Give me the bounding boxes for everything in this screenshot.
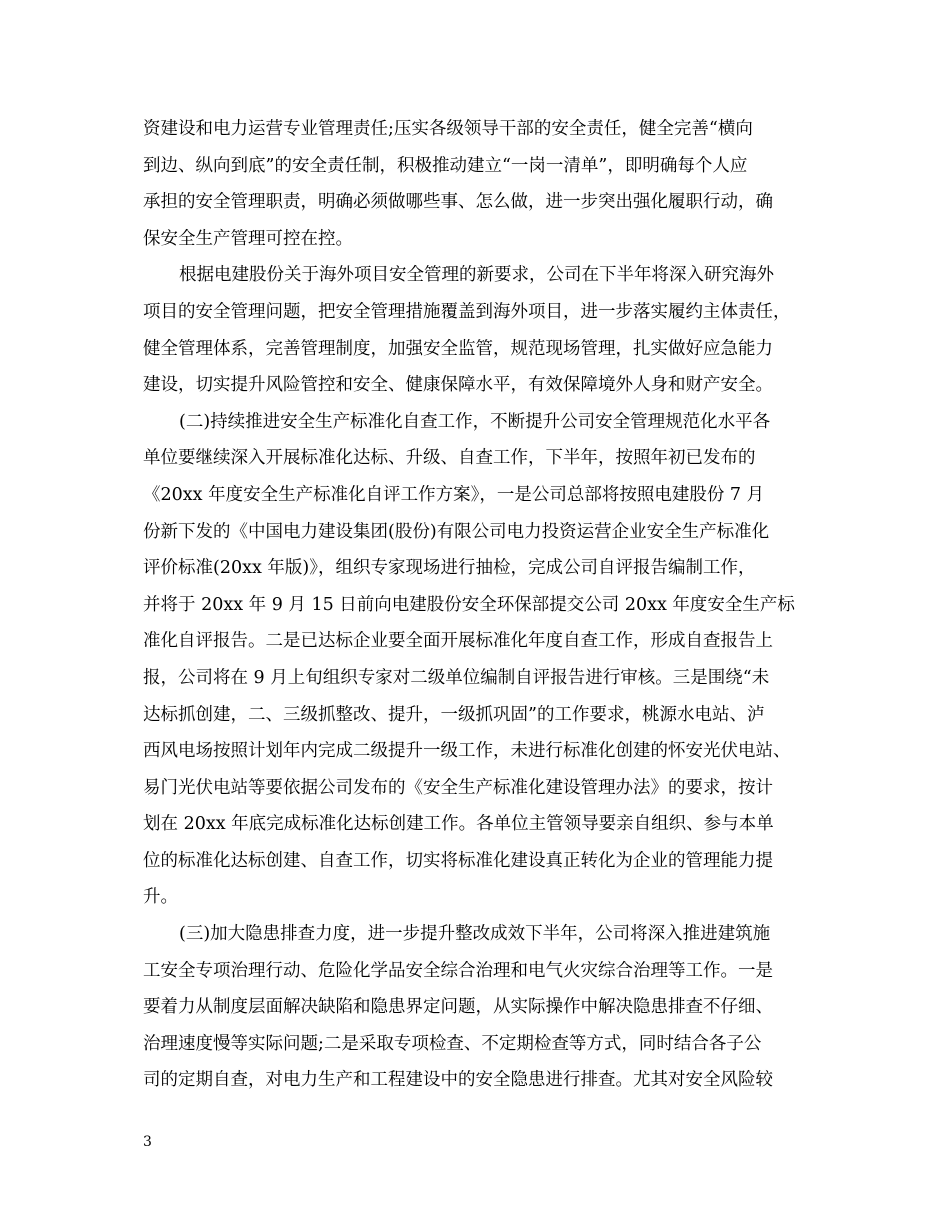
text-line: 保安全生产管理可控在控。 [143,228,353,249]
text-line: 位的标准化达标创建、自查工作，切实将标准化建设真正转化为企业的管理能力提 [143,850,773,871]
text-line: 资建设和电力运营专业管理责任;压实各级领导干部的安全责任，健全完善“横向 [143,119,753,139]
paragraph-first-line: 根据电建股份关于海外项目安全管理的新要求，公司在下半年将深入研究海外 [179,265,774,286]
text-line: 承担的安全管理职责，明确必须做哪些事、怎么做，进一步突出强化履职行动，确 [143,192,773,213]
text-line: 份新下发的《中国电力建设集团(股份)有限公司电力投资运营企业安全生产标准化 [143,521,770,542]
text-line: 治理速度慢等实际问题;二是采取专项检查、不定期检查等方式，同时结合各子公 [143,1033,762,1054]
text-line: 并将于 20xx 年 9 月 15 日前向电建股份安全环保部提交公司 20xx 年度安全生产标 [143,594,795,615]
page-number: 3 [143,1134,152,1150]
text-line: 健全管理体系，完善管理制度，加强安全监管，规范现场管理，扎实做好应急能力 [143,338,773,359]
text-line: 升。 [143,887,178,908]
paragraph-first-line: (三)加大隐患排查力度，进一步提升整改成效下半年，公司将深入推进建筑施 [179,924,771,945]
text-line: 达标抓创建，二、三级抓整改、提升，一级抓巩固”的工作要求，桃源水电站、泸 [143,704,765,725]
text-line: 《20xx 年度安全生产标准化自评工作方案》，一是公司总部将按照电建股份 7 月 [143,484,765,505]
text-line: 工安全专项治理行动、危险化学品安全综合治理和电气火灾综合治理等工作。一是 [143,960,773,981]
text-line: 到边、纵向到底”的安全责任制，积极推动建立“一岗一清单”，即明确每个人应 [143,155,748,176]
text-line: 准化自评报告。二是已达标企业要全面开展标准化年度自查工作，形成自查报告上 [143,631,773,652]
paragraph-first-line: (二)持续推进安全生产标准化自查工作，不断提升公司安全管理规范化水平各 [179,411,771,432]
text-line: 要着力从制度层面解决缺陷和隐患界定问题，从实际操作中解决隐患排查不仔细、 [143,997,773,1018]
text-line: 建设，切实提升风险管控和安全、健康保障水平，有效保障境外人身和财产安全。 [143,375,773,396]
text-line: 易门光伏电站等要依据公司发布的《安全生产标准化建设管理办法》的要求，按计 [143,777,773,798]
text-line: 司的定期自查，对电力生产和工程建设中的安全隐患进行排查。尤其对安全风险较 [143,1070,773,1091]
document-body [143,111,811,1099]
text-line: 西风电场按照计划年内完成二级提升一级工作，未进行标准化创建的怀安光伏电站、 [143,741,791,762]
text-line: 划在 20xx 年底完成标准化达标创建工作。各单位主管领导要亲自组织、参与本单 [143,814,774,835]
text-line: 单位要继续深入开展标准化达标、升级、自查工作，下半年，按照年初已发布的 [143,448,756,469]
text-line: 报，公司将在 9 月上旬组织专家对二级单位编制自评报告进行审核。三是围绕“未 [143,667,770,688]
text-line: 评价标准(20xx 年版)》，组织专家现场进行抽检，完成公司自评报告编制工作， [143,558,756,579]
text-line: 项目的安全管理问题，把安全管理措施覆盖到海外项目，进一步落实履约主体责任， [143,301,791,322]
